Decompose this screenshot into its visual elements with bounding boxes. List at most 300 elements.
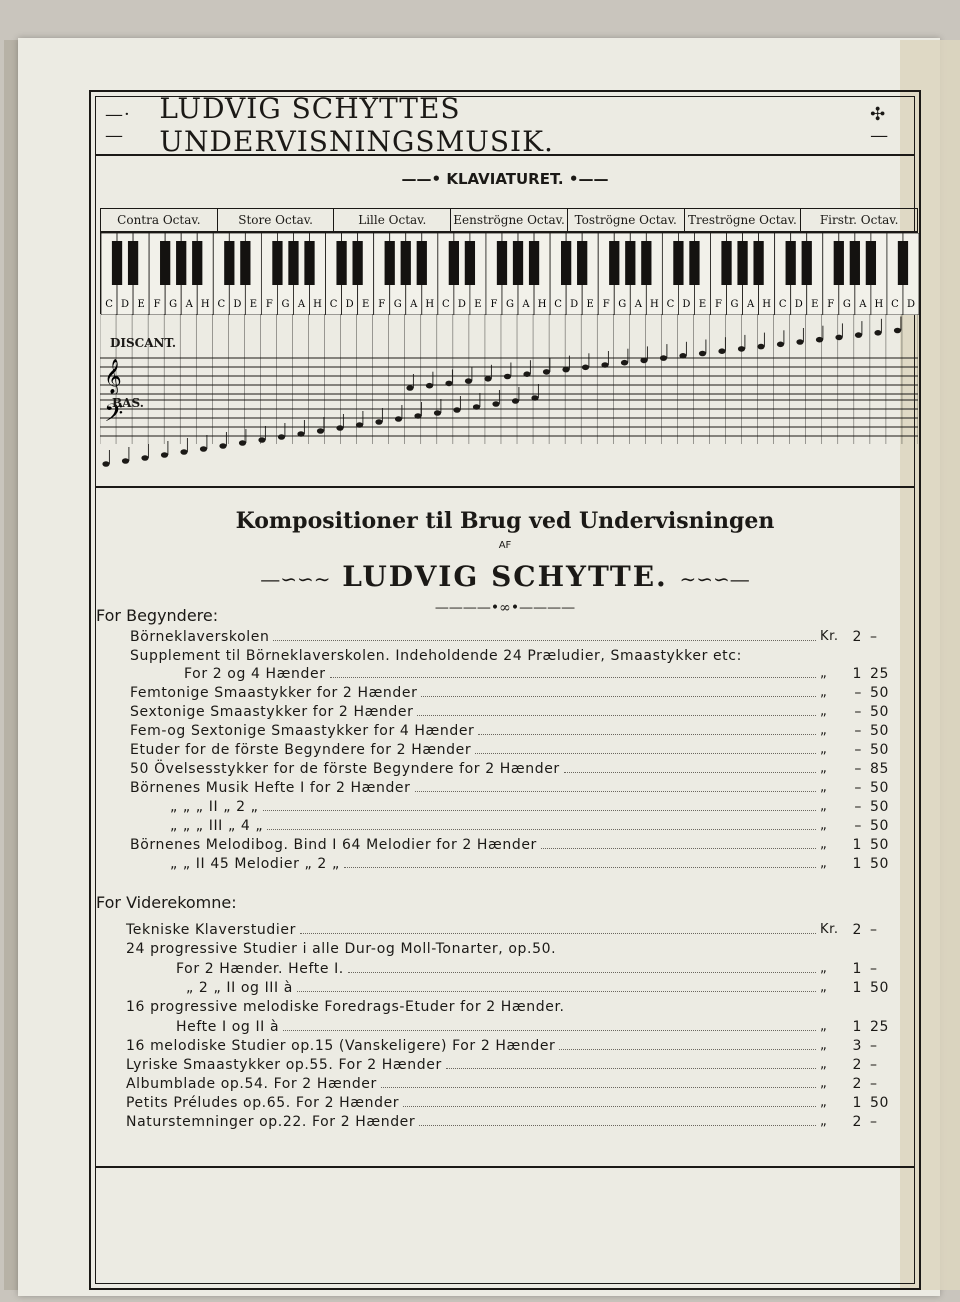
leader-dots <box>297 991 816 992</box>
price-ore: 50 <box>870 980 890 996</box>
octave-label: Treströgne Octav. <box>685 209 802 231</box>
leader-dots <box>273 640 816 641</box>
treble-note <box>757 344 764 350</box>
price-kroner: 1 <box>852 837 862 853</box>
black-key <box>112 241 122 285</box>
black-key <box>721 241 731 285</box>
black-key <box>224 241 234 285</box>
key-letter: F <box>265 299 273 310</box>
key-letter: E <box>811 299 819 310</box>
item-title: Börnenes Melodibog. Bind I 64 Melodier for 2 Hænder <box>130 837 537 853</box>
leader-dots <box>348 972 816 973</box>
price-kroner: 1 <box>852 666 862 682</box>
flourish-right: ∼∽∽— <box>679 567 750 591</box>
key-letter: H <box>425 299 435 310</box>
piano-keys-svg <box>101 233 919 315</box>
item-title: For 2 og 4 Hænder <box>184 666 326 682</box>
price-row <box>130 761 900 780</box>
key-letter: D <box>457 299 466 310</box>
octave-label: Contra Octav. <box>101 209 218 231</box>
item-title: „ 2 „ II og III à <box>186 980 293 996</box>
key-letter: A <box>410 299 418 310</box>
octave-label: Firstr. Octav. <box>819 213 899 227</box>
leader-dots <box>267 829 816 830</box>
black-key <box>753 241 763 285</box>
bass-note <box>473 404 480 410</box>
price-ore: – <box>870 1057 878 1073</box>
leader-dots <box>419 1125 816 1126</box>
price-kroner: 1 <box>852 856 862 872</box>
black-key <box>176 241 186 285</box>
black-key <box>673 241 683 285</box>
leader-dots <box>381 1087 816 1088</box>
key-letter: A <box>859 299 867 310</box>
bass-note <box>512 398 519 404</box>
leader-dots <box>475 753 816 754</box>
price-row <box>130 780 900 799</box>
bass-note <box>258 437 265 443</box>
treble-label: DISCANT. <box>110 336 177 350</box>
treble-note <box>835 335 842 341</box>
black-key <box>866 241 876 285</box>
price-row <box>130 742 900 761</box>
currency-unit: Kr. <box>820 629 839 644</box>
key-letter: D <box>570 299 579 310</box>
key-letter: A <box>634 299 642 310</box>
composer-name-text: LUDVIG SCHYTTE. <box>342 560 668 593</box>
price-ore: 50 <box>870 856 890 872</box>
item-title: Femtonige Smaastykker for 2 Hænder <box>130 685 418 701</box>
item-title: Börneklaverskolen <box>130 629 270 645</box>
black-key <box>625 241 635 285</box>
price-ore: – <box>870 629 878 645</box>
item-title: „ „ II 45 Melodier „ 2 „ <box>170 856 340 872</box>
currency-unit: „ <box>820 723 828 738</box>
key-letter: C <box>554 299 562 310</box>
price-row <box>170 818 900 837</box>
key-letter: C <box>329 299 338 310</box>
price-kroner: – <box>854 818 862 834</box>
key-letter: F <box>827 299 835 310</box>
section-heading: For Viderekomne: <box>96 893 237 912</box>
key-letter: E <box>474 299 482 310</box>
treble-note <box>621 360 628 366</box>
staff-svg <box>100 314 918 474</box>
key-letter: H <box>874 299 884 310</box>
treble-note <box>874 330 881 336</box>
flourish-left: —∽∽∼ <box>260 567 331 591</box>
price-kroner: – <box>854 761 862 777</box>
price-kroner: 3 <box>852 1038 862 1054</box>
divider <box>95 486 915 488</box>
treble-note <box>406 385 413 391</box>
bass-note <box>297 431 304 437</box>
price-ore: 25 <box>870 1019 890 1035</box>
key-letter: G <box>618 299 627 310</box>
price-kroner: 1 <box>852 980 862 996</box>
bass-note <box>375 419 382 425</box>
bass-note <box>200 446 207 452</box>
black-key <box>336 241 346 285</box>
key-letter: C <box>105 299 113 310</box>
ornament-right: ✣— <box>870 104 890 146</box>
price-ore: 50 <box>870 780 890 796</box>
bass-note <box>122 458 129 464</box>
item-title: 50 Övelsesstykker for de förste Begyndere for 2 Hænder <box>130 761 560 777</box>
key-letter: F <box>490 299 498 310</box>
price-kroner: – <box>854 685 862 701</box>
price-row <box>170 856 900 875</box>
leader-dots <box>300 933 816 934</box>
price-row <box>176 961 900 980</box>
currency-unit: „ <box>820 1038 828 1053</box>
key-letter: A <box>185 299 193 310</box>
price-ore: 50 <box>870 685 890 701</box>
treble-note <box>562 367 569 373</box>
treble-note <box>855 332 862 338</box>
price-kroner: 1 <box>852 1095 862 1111</box>
price-ore: 25 <box>870 666 890 682</box>
currency-unit: „ <box>820 1114 828 1129</box>
item-title: Hefte I og II à <box>176 1019 280 1035</box>
keyboard-title <box>95 170 915 188</box>
price-row <box>126 941 900 960</box>
key-letter: G <box>506 299 514 310</box>
key-letter: A <box>522 299 530 310</box>
key-letter: D <box>906 299 915 310</box>
key-letter: F <box>378 299 386 310</box>
price-ore: 50 <box>870 837 890 853</box>
item-title: 16 melodiske Studier op.15 (Vanskeligere) For 2 Hænder <box>126 1038 556 1054</box>
currency-unit: „ <box>820 961 828 976</box>
black-key <box>497 241 507 285</box>
key-letter: G <box>281 299 290 310</box>
key-letter: E <box>361 299 370 310</box>
treble-note <box>796 339 803 345</box>
price-kroner: – <box>854 799 862 815</box>
black-key <box>609 241 619 285</box>
key-letter: E <box>249 299 258 310</box>
footer-divider <box>95 1166 915 1168</box>
black-key <box>401 241 411 285</box>
key-letter: H <box>762 299 771 310</box>
black-key <box>385 241 395 285</box>
divider <box>95 154 915 156</box>
price-row <box>130 704 900 723</box>
price-ore: – <box>870 1076 878 1092</box>
key-letter: H <box>313 299 322 310</box>
leader-dots <box>263 810 816 811</box>
key-letter: D <box>794 299 803 310</box>
price-row <box>130 723 900 742</box>
price-kroner: 2 <box>852 629 862 645</box>
key-letter: C <box>217 299 226 310</box>
currency-unit: „ <box>820 818 828 833</box>
currency-unit: „ <box>820 837 828 852</box>
price-kroner: 2 <box>852 922 862 938</box>
treble-note <box>718 348 725 354</box>
key-letter: H <box>649 299 659 310</box>
black-key <box>802 241 812 285</box>
key-letter: D <box>345 299 354 310</box>
keyboard-title-text: KLAVIATURET. <box>446 170 564 188</box>
octave-label: Toströgne Octav. <box>568 209 685 231</box>
price-row <box>130 629 900 648</box>
leader-dots <box>403 1106 816 1107</box>
key-letter: D <box>233 299 242 310</box>
price-kroner: – <box>854 704 862 720</box>
price-row <box>130 837 900 856</box>
currency-unit: „ <box>820 1019 828 1034</box>
currency-unit: „ <box>820 761 828 776</box>
leader-dots <box>421 696 816 697</box>
price-kroner: – <box>854 742 862 758</box>
bass-note <box>141 455 148 461</box>
black-key <box>577 241 587 285</box>
black-key <box>737 241 747 285</box>
price-ore: 50 <box>870 723 890 739</box>
black-key <box>304 241 314 285</box>
compositions-title: Kompositioner til Brug ved Undervisningen <box>235 508 775 534</box>
section-heading: For Begyndere: <box>96 606 219 625</box>
treble-note <box>543 369 550 375</box>
leader-dots <box>446 1068 816 1069</box>
price-row <box>126 1076 900 1095</box>
currency-unit: „ <box>820 780 828 795</box>
item-title: For 2 Hænder. Hefte I. <box>176 961 344 977</box>
treble-clef-icon: 𝄞 <box>104 359 122 394</box>
price-kroner: 2 <box>852 1057 862 1073</box>
item-title: 24 progressive Studier i alle Dur-og Moll-Tonarter, op.50. <box>126 941 557 957</box>
bass-note <box>336 425 343 431</box>
dash-right: •—— <box>563 170 609 188</box>
price-row <box>170 799 900 818</box>
dash-left: ——• <box>401 170 447 188</box>
item-title: Supplement til Börneklaverskolen. Indeholdende 24 Præludier, Smaastykker etc: <box>130 648 742 664</box>
price-row <box>126 1114 900 1133</box>
key-letter: E <box>586 299 594 310</box>
bass-note <box>395 416 402 422</box>
header-title-text: LUDVIG SCHYTTES UNDERVISNINGSMUSIK. <box>159 92 554 158</box>
price-ore: 50 <box>870 799 890 815</box>
key-letter: H <box>537 299 547 310</box>
piano-keyboard <box>100 232 918 314</box>
currency-unit: „ <box>820 799 828 814</box>
treble-note <box>699 351 706 357</box>
leader-dots <box>415 791 816 792</box>
treble-note <box>777 342 784 348</box>
octave-label: Lille Octav. <box>334 209 451 231</box>
black-key <box>352 241 362 285</box>
bass-note <box>102 461 109 467</box>
ornament-divider: ————•∞•———— <box>434 600 576 616</box>
price-kroner: – <box>854 780 862 796</box>
black-key <box>417 241 427 285</box>
price-kroner: 2 <box>852 1114 862 1130</box>
item-title: Lyriske Smaastykker op.55. For 2 Hænder <box>126 1057 442 1073</box>
key-letter: H <box>200 299 210 310</box>
price-row <box>126 1057 900 1076</box>
price-kroner: 1 <box>852 961 862 977</box>
key-letter: D <box>682 299 691 310</box>
key-letter: C <box>778 299 787 310</box>
currency-unit: „ <box>820 1095 828 1110</box>
black-key <box>240 241 250 285</box>
treble-note <box>582 365 589 371</box>
key-letter: C <box>891 299 899 310</box>
key-letter: G <box>393 299 402 310</box>
key-letter: C <box>442 299 450 310</box>
composer-name <box>95 560 915 593</box>
item-title: Albumblade op.54. For 2 Hænder <box>126 1076 377 1092</box>
bass-note <box>414 413 421 419</box>
treble-note <box>816 337 823 343</box>
black-key <box>272 241 282 285</box>
treble-note <box>660 355 667 361</box>
currency-unit: „ <box>820 704 828 719</box>
price-ore: 50 <box>870 1095 890 1111</box>
treble-note <box>679 353 686 359</box>
black-key <box>786 241 796 285</box>
octave-labels <box>100 208 918 232</box>
item-title: Petits Préludes op.65. For 2 Hænder <box>126 1095 400 1111</box>
price-row <box>186 980 900 999</box>
key-letter: C <box>666 299 675 310</box>
price-kroner: 1 <box>852 1019 862 1035</box>
price-kroner: 2 <box>852 1076 862 1092</box>
price-row <box>176 1019 900 1038</box>
leader-dots <box>541 848 816 849</box>
black-key <box>850 241 860 285</box>
bass-note <box>434 410 441 416</box>
black-key <box>898 241 908 285</box>
key-letter: F <box>602 299 610 310</box>
bass-note <box>492 401 499 407</box>
price-ore: – <box>870 1038 878 1054</box>
bass-note <box>180 449 187 455</box>
key-letter: F <box>153 299 161 310</box>
treble-note <box>484 376 491 382</box>
leader-dots <box>344 867 816 868</box>
octave-label: Store Octav. <box>218 209 335 231</box>
price-row <box>126 999 900 1018</box>
currency-unit: „ <box>820 685 828 700</box>
price-ore: 50 <box>870 704 890 720</box>
bass-clef-icon: 𝄢 <box>104 399 124 434</box>
by-label: AF <box>498 540 512 551</box>
black-key <box>192 241 202 285</box>
black-key <box>529 241 539 285</box>
bass-note <box>278 434 285 440</box>
treble-note <box>523 371 530 377</box>
treble-note <box>504 374 511 380</box>
price-ore: – <box>870 1114 878 1130</box>
currency-unit: „ <box>820 742 828 757</box>
bass-note <box>356 422 363 428</box>
treble-note <box>601 362 608 368</box>
treble-note <box>465 378 472 384</box>
price-ore: – <box>870 922 878 938</box>
currency-unit: „ <box>820 856 828 871</box>
bass-note <box>161 452 168 458</box>
item-title: „ „ „ III „ 4 „ <box>170 818 264 834</box>
item-title: Tekniske Klaverstudier <box>126 922 296 938</box>
staff-area <box>100 314 918 474</box>
treble-note <box>640 358 647 364</box>
currency-unit: Kr. <box>820 922 839 937</box>
price-row <box>126 922 900 941</box>
item-title: „ „ „ II „ 2 „ <box>170 799 259 815</box>
key-letter: G <box>842 299 851 310</box>
price-row <box>126 1038 900 1057</box>
bass-note <box>531 395 538 401</box>
black-key <box>128 241 138 285</box>
black-key <box>561 241 571 285</box>
key-letter: G <box>169 299 178 310</box>
treble-note <box>426 383 433 389</box>
item-title: Börnenes Musik Hefte I for 2 Hænder <box>130 780 411 796</box>
black-key <box>449 241 459 285</box>
item-title: Fem-og Sextonige Smaastykker for 4 Hænder <box>130 723 475 739</box>
treble-note <box>738 346 745 352</box>
treble-note <box>894 328 901 334</box>
currency-unit: „ <box>820 980 828 995</box>
item-title: 16 progressive melodiske Foredrags-Etuder for 2 Hænder. <box>126 999 565 1015</box>
key-letter: A <box>297 299 306 310</box>
price-ore: – <box>870 961 878 977</box>
price-row <box>184 666 900 685</box>
black-key <box>465 241 475 285</box>
bass-label: BAS. <box>112 396 144 410</box>
currency-unit: „ <box>820 1057 828 1072</box>
key-letter: G <box>730 299 739 310</box>
black-key <box>288 241 298 285</box>
item-title: Sextonige Smaastykker for 2 Hænder <box>130 704 414 720</box>
key-letter: E <box>137 299 145 310</box>
leader-dots <box>478 734 816 735</box>
key-letter: A <box>746 299 755 310</box>
price-row <box>130 685 900 704</box>
price-row <box>130 648 900 667</box>
black-key <box>641 241 651 285</box>
octave-label: Eenströgne Octav. <box>451 209 568 231</box>
leader-dots <box>330 677 816 678</box>
price-ore: 50 <box>870 742 890 758</box>
price-row <box>126 1095 900 1114</box>
bass-note <box>219 443 226 449</box>
currency-unit: „ <box>820 1076 828 1091</box>
black-key <box>689 241 699 285</box>
key-letter: E <box>698 299 707 310</box>
black-key <box>834 241 844 285</box>
black-key <box>513 241 523 285</box>
leader-dots <box>564 772 816 773</box>
price-kroner: – <box>854 723 862 739</box>
treble-note <box>445 381 452 387</box>
bass-note <box>453 407 460 413</box>
header-title <box>95 92 915 158</box>
item-title: Etuder for de förste Begyndere for 2 Hænder <box>130 742 472 758</box>
leader-dots <box>417 715 816 716</box>
price-ore: 50 <box>870 818 890 834</box>
bass-note <box>317 428 324 434</box>
leader-dots <box>559 1049 816 1050</box>
black-key <box>160 241 170 285</box>
key-letter: F <box>715 299 722 310</box>
key-letter: D <box>121 299 130 310</box>
price-ore: 85 <box>870 761 890 777</box>
bass-note <box>239 440 246 446</box>
